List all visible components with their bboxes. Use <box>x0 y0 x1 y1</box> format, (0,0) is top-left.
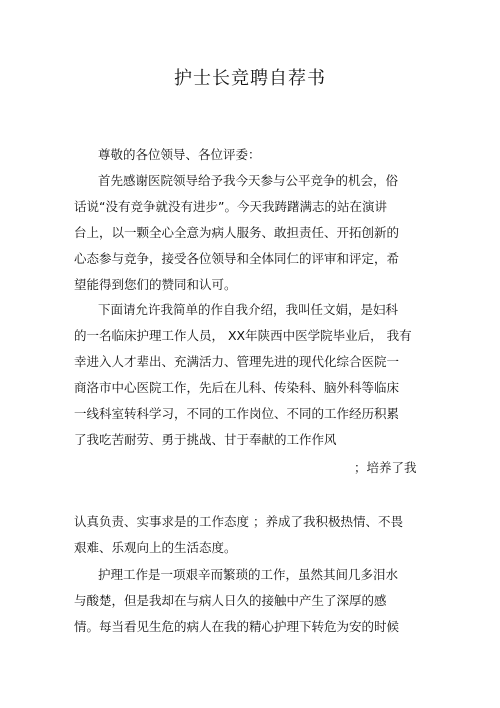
salutation: 尊敬的各位领导、各位评委： <box>98 147 261 162</box>
paragraph-line: 台上，以一颗全心全意为病人服务、敢担责任、开拓创新的 <box>74 225 400 240</box>
paragraph-line: 商洛市中心医院工作，先后在儿科、传染科、脑外科等临床 <box>74 380 400 395</box>
paragraph-2 <box>74 297 434 453</box>
paragraph-line: 艰难、乐观向上的生活态度。 <box>74 540 237 555</box>
paragraph-line: 一线科室转科学习，不同的工作岗位、不同的工作经历积累 <box>74 406 400 421</box>
paragraph-2-fragment: ；培养了我 <box>354 460 417 475</box>
paragraph-line: 话说“没有竞争就没有进步”。今天我踌躇满志的站在演讲 <box>74 199 387 214</box>
paragraph-line: 认真负责、实事求是的工作态度 ；养成了我积极热情、不畏 <box>74 514 403 529</box>
paragraph-line: 心态参与竞争，接受各位领导和全体同仁的评审和评定，希 <box>74 251 400 266</box>
paragraph-line: 与酸楚，但是我却在与病人日久的接触中产生了深厚的感 <box>74 593 387 608</box>
paragraph-line: 下面请允许我简单的作自我介绍，我叫任文娟，是妇科 <box>98 302 399 317</box>
paragraph-3 <box>74 509 434 561</box>
paragraph-line: 了我吃苦耐劳、勇于挑战、甘于奉献的工作作风 <box>74 432 337 447</box>
salutation-block <box>74 142 434 168</box>
paragraph-line: 的一名临床护理工作人员， XX年陕西中医学院毕业后， 我有 <box>74 328 412 343</box>
paragraph-line: 幸进入人才辈出、充满活力、管理先进的现代化综合医院一 <box>74 354 400 369</box>
paragraph-4 <box>74 562 434 640</box>
paragraph-1 <box>74 168 434 298</box>
paragraph-line: 护理工作是一项艰辛而繁琐的工作，虽然其间几多泪水 <box>98 567 399 582</box>
document-title: 护士长竞聘自荐书 <box>174 68 326 89</box>
paragraph-line: 情。每当看见生危的病人在我的精心护理下转危为安的时候 <box>74 619 400 634</box>
paragraph-line: 望能得到您们的赞同和认可。 <box>74 277 237 292</box>
paragraph-line: 首先感谢医院领导给予我今天参与公平竞争的机会，俗 <box>98 173 399 188</box>
